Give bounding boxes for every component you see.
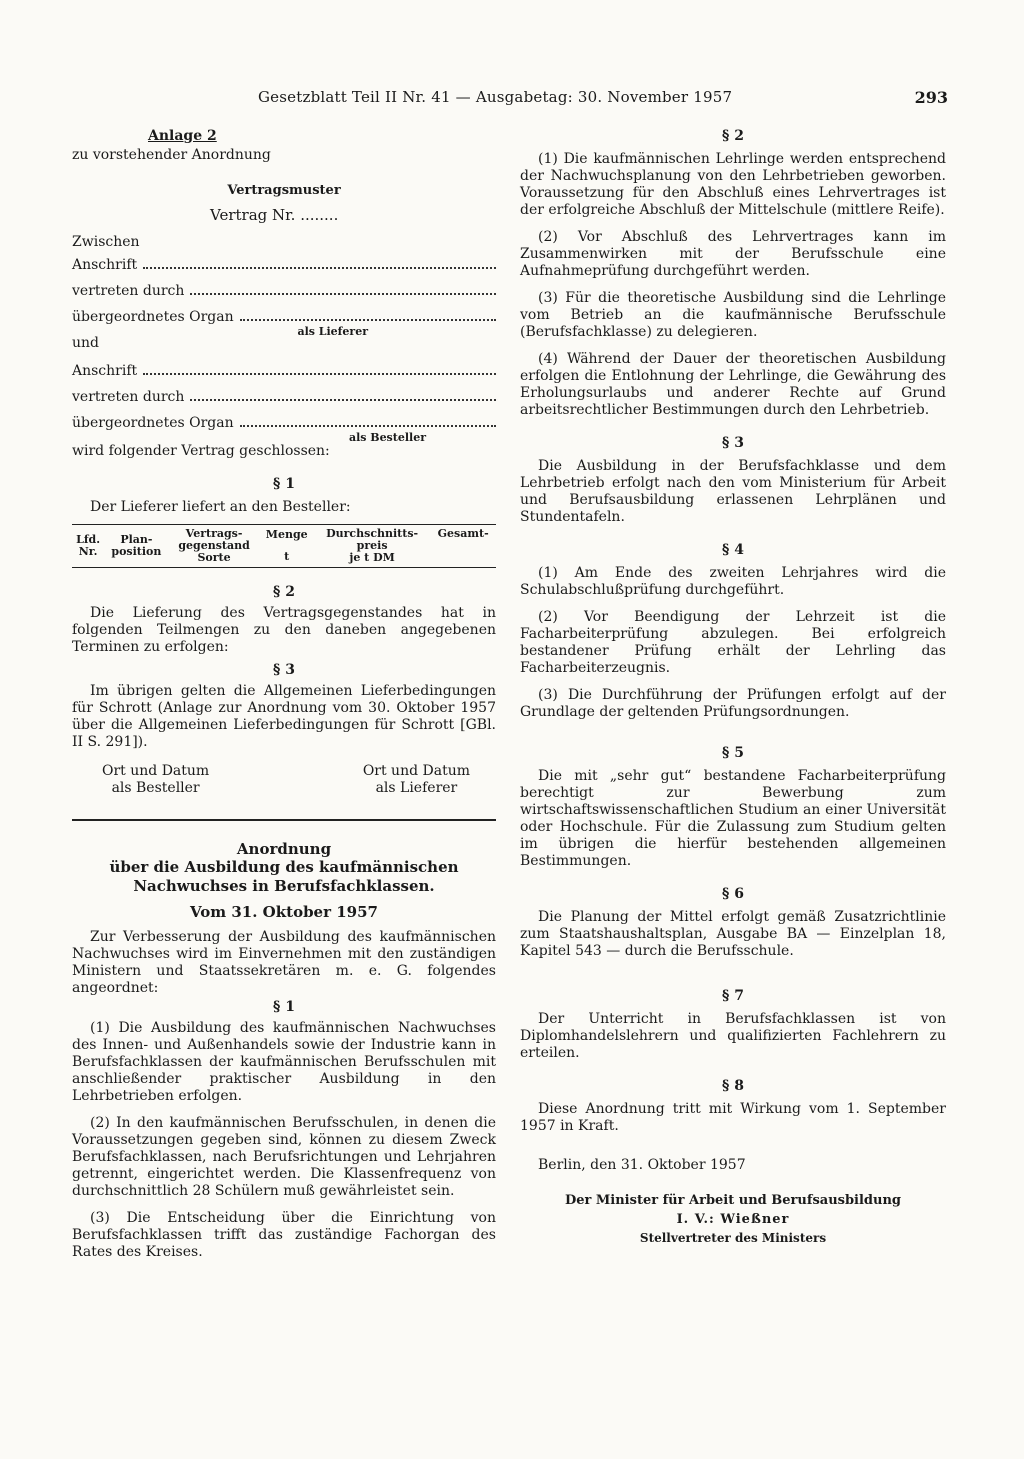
contract-closing: wird folgender Vertrag geschlossen: (72, 443, 330, 459)
section-text: Der Lieferer liefert an den Besteller: (90, 499, 351, 515)
table-header-row (72, 525, 496, 568)
section-paragraph: Die Planung der Mittel erfolgt gemäß Zusatzrichtlinie zum Staatshaushaltsplan, Ausgabe BA — Einzelplan 18, Kapitel 543 — durch die Berufsschule. (520, 909, 946, 959)
section-paragraph: (1) Am Ende des zweiten Lehrjahres wird die Schulabschlußprüfung durchgeführt. (520, 565, 946, 598)
section-heading: § 2 (273, 584, 295, 600)
section-paragraph: (3) Die Durchführung der Prüfungen erfolgt auf der Grundlage der geltenden Prüfungsordnungen. (520, 687, 946, 720)
signatory-title: Stellvertreter des Ministers (639, 1231, 827, 1245)
anlage-heading-block (72, 128, 496, 145)
fill-in-line (240, 307, 496, 321)
form-row-anschrift-1 (72, 255, 496, 281)
anordnung-title: Anordnung (236, 840, 332, 858)
col-planposition: Plan- position (111, 533, 162, 558)
section-paragraph: (4) Während der Dauer der theoretischen Ausbildung erfolgen die Entlohnung der Lehrlinge, die Gewährung des Erholungsurlaubs und anderer Rechte auf Grund arbeitsrechtlicher Bestimmungen durch den Lehrbetrieb. (520, 351, 946, 418)
section-paragraph: (1) Die kaufmännischen Lehrlinge werden entsprechend der Nachwuchsplanung von den Lehrbetrieben geworben. Voraussetzung für den Abschluß eines Lehrvertrages ist der erfolgreiche Abschluß der Mittelschule (mittlere Reife). (520, 151, 946, 218)
form-row-anschrift-2 (72, 361, 496, 387)
form-label: übergeordnetes Organ (72, 415, 234, 431)
section-paragraph: (3) Für die theoretische Ausbildung sind die Lehrlinge vom Betrieb an die kaufmännische Berufsschule (Berufsfachklasse) zu delegieren. (520, 290, 946, 340)
section-text: Im übrigen gelten die Allgemeinen Lieferbedingungen für Schrott (Anlage zur Anordnung vom 30. Oktober 1957 über die Allgemeinen Lieferbedingungen für Schrott [GBl. II S. 291]). (72, 683, 496, 750)
fill-in-line (240, 413, 496, 427)
fill-in-line (143, 255, 496, 269)
left-column (72, 128, 496, 1261)
section-paragraph: Der Unterricht in Berufsfachklassen ist von Diplomhandelslehrern und qualifizierten Fachlehrern zu erteilen. (520, 1011, 946, 1061)
section-heading: § 8 (722, 1078, 744, 1094)
right-column (520, 128, 946, 1247)
anlage-subheading: zu vorstehender Anordnung (72, 147, 271, 163)
section-paragraph: (2) Vor Abschluß des Lehrvertrages kann im Zusammenwirken mit der Berufsschule eine Aufnahmeprüfung durchgeführt werden. (520, 229, 946, 279)
form-label: übergeordnetes Organ (72, 309, 234, 325)
sign-lieferer: Ort und Datum als Lieferer (362, 763, 470, 796)
section-heading: § 2 (722, 128, 744, 144)
section-heading: § 5 (722, 745, 744, 761)
anordnung-subtitle: über die Ausbildung des kaufmännischen Nachwuchses in Berufsfachklassen. (109, 858, 459, 895)
section-heading: § 1 (273, 476, 295, 492)
signatory: I. V.: Wießner (676, 1212, 790, 1227)
section-heading: § 3 (722, 435, 744, 451)
section-heading: § 7 (722, 988, 744, 1004)
section-paragraph: (2) Vor Beendigung der Lehrzeit ist die Facharbeiterprüfung abzulegen. Bei erfolgreich bestandener Prüfung erhält der Lehrling das Facharbeiterzeugnis. (520, 609, 946, 676)
minister-title: Der Minister für Arbeit und Berufsausbildung (564, 1193, 902, 1208)
section-paragraph: Die mit „sehr gut“ bestandene Facharbeiterprüfung berechtigt zur Bewerbung zum wirtschaftswissenschaftlichen Studium an einer Universität oder Hochschule. Für die Zulassung zum Studium gelten im übrigen die hierfür bestehenden allgemeinen Bestimmungen. (520, 768, 946, 869)
gazette-title: Gesetzblatt Teil II Nr. 41 — Ausgabetag: 30. November 1957 (258, 88, 733, 106)
section-heading: § 4 (722, 542, 744, 558)
role-lieferer: als Lieferer (297, 325, 368, 338)
page-header (72, 88, 948, 112)
anordnung-date: Vom 31. Oktober 1957 (190, 903, 378, 921)
signature-fields (72, 763, 496, 797)
contract-party-form (72, 255, 496, 444)
anlage-heading: Anlage 2 (148, 128, 217, 144)
col-gesamt: Gesamt- (437, 527, 489, 540)
section-paragraph: Diese Anordnung tritt mit Wirkung vom 1. September 1957 in Kraft. (520, 1101, 946, 1134)
form-row-vertreten-1 (72, 281, 496, 307)
section-paragraph: Die Ausbildung in der Berufsfachklasse und dem Lehrbetrieb erfolgt nach den vom Ministerium für Arbeit und Berufsausbildung erlassenen Lehrplänen und Stundentafeln. (520, 458, 946, 525)
fill-in-line (190, 281, 496, 295)
form-row-vertreten-2 (72, 387, 496, 413)
page-number: 293 (914, 88, 948, 107)
place-date: Berlin, den 31. Oktober 1957 (538, 1157, 746, 1173)
section-heading: § 6 (722, 886, 744, 902)
delivery-table (72, 524, 496, 568)
form-label: vertreten durch (72, 389, 185, 405)
col-durchschnittspreis: Durchschnitts- preis je t DM (326, 527, 419, 564)
section-paragraph: (3) Die Entscheidung über die Einrichtung von Berufsfachklassen trifft das zuständige Fachorgan des Rates des Kreises. (72, 1210, 496, 1260)
form-label: Anschrift (72, 363, 138, 379)
form-label: vertreten durch (72, 283, 185, 299)
und-label: und (72, 335, 99, 351)
section-heading: § 3 (273, 662, 295, 678)
col-lfd-nr: Lfd. Nr. (76, 533, 101, 558)
zwischen-label: Zwischen (72, 234, 140, 250)
sign-besteller: Ort und Datum als Besteller (102, 763, 210, 796)
section-heading: § 1 (273, 999, 295, 1015)
section-paragraph: (2) In den kaufmännischen Berufsschulen, in denen die Voraussetzungen gegeben sind, können zu diesem Zweck Berufsfachklassen, nach Berufsrichtungen und Lehrjahren getrennt, eingerichtet werden. Die Klassenfrequenz von durchschnittlich 28 Schülern muß gewährleistet sein. (72, 1115, 496, 1199)
form-label: Anschrift (72, 257, 138, 273)
form-title: Vertragsmuster (227, 183, 341, 198)
section-divider (72, 819, 496, 821)
anordnung-preamble: Zur Verbesserung der Ausbildung des kaufmännischen Nachwuchses wird im Einvernehmen mit den zuständigen Ministern und Staatssekretären m. e. G. folgendes angeordnet: (72, 929, 496, 996)
fill-in-line (190, 387, 496, 401)
col-menge: Menge t (265, 528, 308, 563)
vertrag-nr: Vertrag Nr. ........ (210, 206, 339, 224)
section-paragraph: (1) Die Ausbildung des kaufmännischen Nachwuchses des Innen- und Außenhandels sowie der Industrie kann in Berufsfachklassen der kaufmännischen Berufsschulen mit anschließender praktischer Ausbildung in den Lehrbetrieben erfolgen. (72, 1020, 496, 1104)
section-text: Die Lieferung des Vertragsgegenstandes hat in folgenden Teilmengen zu den daneben angegebenen Terminen zu erfolgen: (72, 605, 496, 655)
col-vertragsgegenstand: Vertrags- gegenstand Sorte (178, 527, 250, 564)
fill-in-line (143, 361, 496, 375)
role-besteller: als Besteller (348, 431, 426, 444)
